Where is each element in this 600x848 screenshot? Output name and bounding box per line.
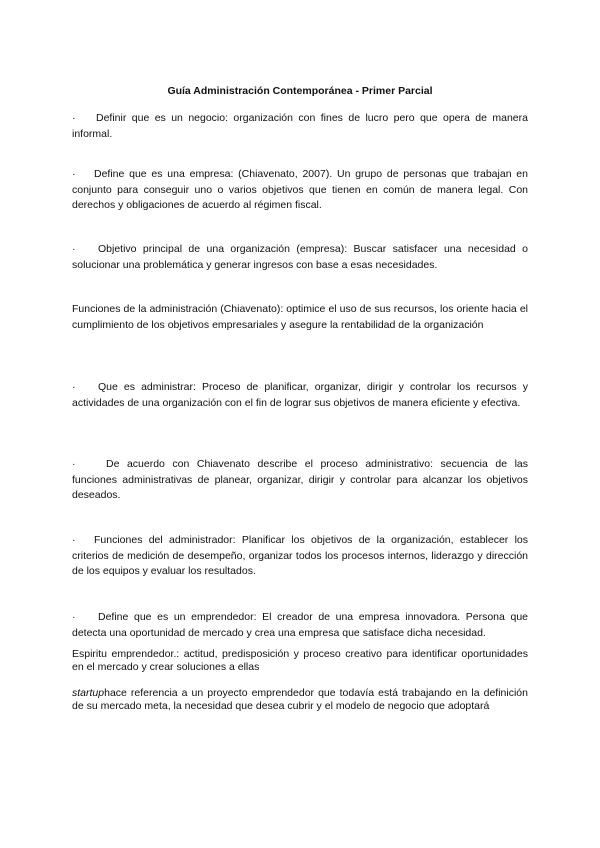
paragraph-proceso-administrativo: [72, 457, 528, 504]
paragraph-text: Definir que es un negocio: organización con fines de lucro pero que opera de manera informal.: [72, 112, 528, 140]
paragraph-funciones-administracion: [72, 302, 528, 333]
paragraph-emprendedor: [72, 610, 528, 641]
paragraph-text: hace referencia a un proyecto emprendedor que todavía está trabajando en la definición de su mercado meta, la necesidad que desea cubrir y el modelo de negocio que adoptará: [72, 687, 528, 712]
paragraph-administrar: [72, 380, 528, 411]
startup-term: startup: [72, 687, 105, 699]
paragraph-espiritu-emprendedor: [72, 648, 528, 673]
bullet: ·: [72, 611, 76, 623]
paragraph-empresa: [72, 167, 528, 214]
bullet: ·: [72, 168, 76, 180]
paragraph-text: Espiritu emprendedor.: actitud, predisposición y proceso creativo para identificar oportunidades en el mercado y crear soluciones a ellas: [72, 648, 528, 673]
bullet: ·: [72, 243, 76, 255]
paragraph-text: Define que es un emprendedor: El creador de una empresa innovadora. Persona que detecta una oportunidad de mercado y crea una empresa que satisface dicha necesidad.: [72, 611, 528, 639]
paragraph-text: Que es administrar: Proceso de planificar, organizar, dirigir y controlar los recursos y actividades de una organización con el fin de lograr sus objetivos de manera eficiente y efectiva.: [72, 381, 528, 409]
page-title: Guía Administración Contemporánea - Primer Parcial: [167, 85, 433, 97]
paragraph-startup: [72, 687, 528, 712]
paragraph-funciones-administrador: [72, 533, 528, 580]
paragraph-text: Funciones del administrador: Planificar los objetivos de la organización, establecer los criterios de medición de desempeño, organizar todos los procesos internos, liderazgo y dirección de los equipos y evaluar los resultados.: [72, 534, 528, 577]
paragraph-text: Funciones de la administración (Chiavenato): optimice el uso de sus recursos, los oriente hacia el cumplimiento de los objetivos empresariales y asegure la rentabilidad de la organización: [72, 303, 528, 331]
paragraph-text: De acuerdo con Chiavenato describe el proceso administrativo: secuencia de las funciones administrativas de planear, organizar, dirigir y controlar para alcanzar los objetivos deseados.: [72, 458, 528, 501]
bullet: ·: [72, 458, 76, 470]
paragraph-text: Objetivo principal de una organización (empresa): Buscar satisfacer una necesidad o solucionar una problemática y generar ingresos con base a esas necesidades.: [72, 243, 528, 271]
paragraph-objetivo: [72, 242, 528, 273]
bullet: ·: [72, 381, 76, 393]
paragraph-negocio: [72, 111, 528, 142]
bullet: ·: [72, 112, 76, 124]
bullet: ·: [72, 534, 76, 546]
paragraph-text: Define que es una empresa: (Chiavenato, 2007). Un grupo de personas que trabajan en conjunto para conseguir uno o varios objetivos que tienen en común de manera legal. Con derechos y obligaciones de acuerdo al régimen fiscal.: [72, 168, 528, 211]
